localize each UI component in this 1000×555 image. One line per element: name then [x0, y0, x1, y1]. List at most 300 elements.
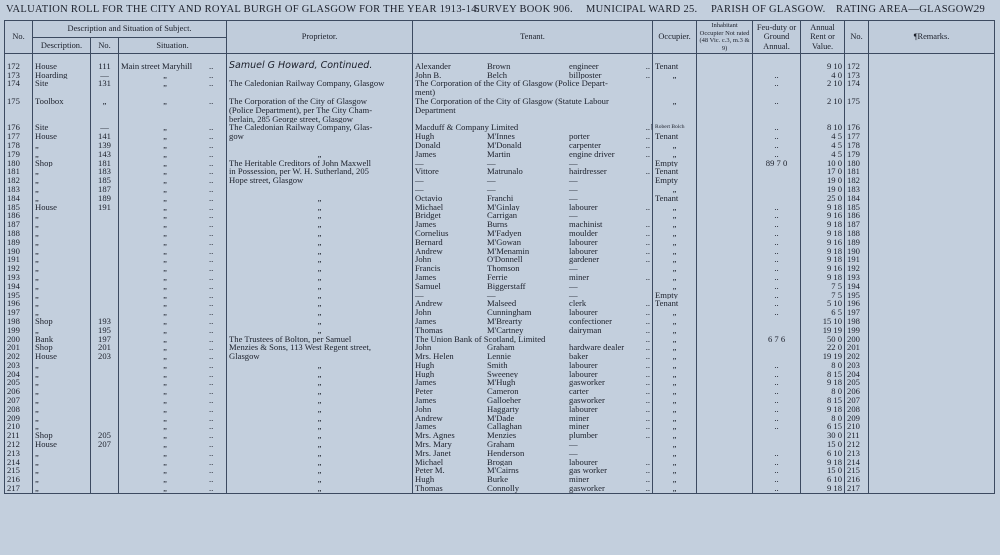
- row-street-number: [91, 466, 119, 475]
- row-street-number: [91, 422, 119, 431]
- table-row: [5, 343, 995, 352]
- row-proprietor: „: [227, 264, 413, 273]
- tenant-first-name: Hugh: [415, 132, 435, 141]
- row-occupier: „: [653, 352, 697, 361]
- row-inhabitant: [697, 238, 753, 247]
- tenant-occupation: carpenter: [569, 140, 601, 150]
- row-proprietor: The Corporation of the City of Glasgow: [227, 97, 413, 106]
- situation-dots: ..: [209, 352, 214, 361]
- situation-text: „: [163, 132, 167, 141]
- row-annual-value: 25 0: [801, 194, 845, 203]
- row-number: 204: [5, 370, 33, 379]
- tenant-dots-holder: [646, 370, 650, 379]
- tenant-dots-text: ..: [645, 70, 651, 80]
- table-row: [5, 79, 995, 88]
- tenant-surname: —: [487, 184, 496, 194]
- row-annual-value: [801, 115, 845, 124]
- row-proprietor: „: [227, 291, 413, 300]
- row-remarks: [869, 229, 995, 238]
- row-number: 190: [5, 247, 33, 256]
- tenant-dots-holder: [646, 229, 650, 238]
- row-remarks: [869, 405, 995, 414]
- row-number: 182: [5, 176, 33, 185]
- row-feuduty: ..: [753, 475, 801, 484]
- row-feuduty: ..: [753, 123, 801, 132]
- row-inhabitant: [697, 387, 753, 396]
- row-inhabitant: [697, 167, 753, 176]
- tenant-surname: M'Hugh: [487, 378, 516, 388]
- row-annual-value: 9 16: [801, 264, 845, 273]
- tenant-dots-holder: [646, 62, 650, 71]
- tenant-occupation: —: [569, 281, 578, 291]
- row-inhabitant: [697, 79, 753, 88]
- row-number: 207: [5, 396, 33, 405]
- row-situation: [119, 229, 227, 238]
- row-tenant: [413, 167, 653, 176]
- row-situation: [119, 335, 227, 344]
- row-number-right: 175: [845, 97, 869, 106]
- tenant-dots-holder: [646, 299, 650, 308]
- row-tenant: [413, 308, 653, 317]
- row-tenant: [413, 176, 653, 185]
- tenant-dots-holder: [646, 352, 650, 361]
- row-remarks: [869, 475, 995, 484]
- row-occupier: Empty: [653, 176, 697, 185]
- row-proprietor: „: [227, 247, 413, 256]
- row-number: 195: [5, 291, 33, 300]
- tenant-first-name: —: [415, 176, 424, 185]
- table-row: [5, 141, 995, 150]
- col-situation: Situation.: [119, 37, 227, 54]
- situation-dots: ..: [209, 484, 214, 494]
- table-row: [5, 264, 995, 273]
- row-inhabitant: [697, 308, 753, 317]
- col-description-group: Description and Situation of Subject.: [33, 21, 227, 38]
- row-inhabitant: [697, 141, 753, 150]
- row-description: „: [33, 370, 91, 379]
- row-description: „: [33, 308, 91, 317]
- tenant-dots-holder: [646, 422, 650, 431]
- tenant-first-name: Bernard: [415, 237, 443, 247]
- table-row: [5, 88, 995, 97]
- tenant-surname: O'Donnell: [487, 255, 523, 265]
- row-inhabitant: [697, 255, 753, 264]
- row-annual-value: 17 0: [801, 167, 845, 176]
- tenant-first-name: Mrs. Helen: [415, 352, 454, 361]
- row-number-right: 216: [845, 475, 869, 484]
- row-inhabitant: [697, 449, 753, 458]
- row-annual-value: 4 5: [801, 141, 845, 150]
- row-remarks: [869, 167, 995, 176]
- row-situation: [119, 370, 227, 379]
- row-number-right: 173: [845, 71, 869, 80]
- row-remarks: [869, 431, 995, 440]
- tenant-dots-text: ..: [645, 387, 651, 397]
- parish: PARISH OF GLASGOW.: [711, 4, 826, 15]
- row-inhabitant: [697, 431, 753, 440]
- table-row: [5, 414, 995, 423]
- row-description: Site: [33, 79, 91, 88]
- row-annual-value: 6 15: [801, 422, 845, 431]
- row-street-number: [91, 220, 119, 229]
- row-remarks: [869, 335, 995, 344]
- row-tenant: [413, 422, 653, 431]
- tenant-dots-text: ..: [645, 352, 651, 361]
- tenant-first-name: Samuel: [415, 281, 441, 291]
- survey-book: SURVEY BOOK 906.: [474, 4, 573, 15]
- tenant-occupation: —: [569, 264, 578, 273]
- row-tenant: [413, 115, 653, 124]
- row-description: „: [33, 299, 91, 308]
- row-number: 214: [5, 458, 33, 467]
- row-annual-value: 9 18: [801, 229, 845, 238]
- row-feuduty: ..: [753, 273, 801, 282]
- situation-text: „: [163, 343, 167, 353]
- tenant-surname: Cameron: [487, 387, 519, 397]
- tenant-name: Department: [415, 105, 456, 115]
- row-feuduty: [753, 176, 801, 185]
- row-proprietor: „: [227, 308, 413, 317]
- tenant-dots-text: ..: [645, 325, 651, 335]
- row-feuduty: ..: [753, 484, 801, 493]
- tenant-dots-text: ..: [645, 316, 651, 326]
- row-inhabitant: [697, 396, 753, 405]
- row-situation: [119, 264, 227, 273]
- row-street-number: [91, 387, 119, 396]
- row-tenant: [413, 335, 653, 344]
- row-proprietor: in Possession, per W. H. Sutherland, 205: [227, 167, 413, 176]
- situation-text: „: [163, 484, 167, 494]
- tenant-dots-text: ..: [645, 378, 651, 388]
- tenant-occupation: labourer: [569, 308, 598, 317]
- row-description: „: [33, 141, 91, 150]
- row-feuduty: ..: [753, 405, 801, 414]
- row-occupier: „: [653, 264, 697, 273]
- tenant-first-name: James: [415, 272, 437, 282]
- row-description: „: [33, 405, 91, 414]
- row-remarks: [869, 291, 995, 300]
- row-annual-value: 7 5: [801, 282, 845, 291]
- row-tenant: [413, 466, 653, 475]
- row-proprietor: (Police Department), per The City Cham-: [227, 106, 413, 115]
- row-proprietor: „: [227, 387, 413, 396]
- row-proprietor: Glasgow: [227, 352, 413, 361]
- row-remarks: [869, 255, 995, 264]
- tenant-dots-text: ..: [645, 272, 651, 282]
- situation-dots: ..: [209, 343, 214, 353]
- row-situation: [119, 431, 227, 440]
- row-feuduty: [753, 352, 801, 361]
- row-occupier: [653, 115, 697, 124]
- row-tenant: [413, 264, 653, 273]
- row-feuduty: ..: [753, 370, 801, 379]
- row-feuduty: [753, 167, 801, 176]
- situation-text: „: [163, 158, 167, 168]
- situation-text: „: [163, 237, 167, 247]
- row-street-number: [91, 255, 119, 264]
- row-street-number: [91, 291, 119, 300]
- row-annual-value: 9 16: [801, 238, 845, 247]
- row-description: „: [33, 211, 91, 220]
- tenant-first-name: James: [415, 422, 437, 432]
- row-remarks: [869, 264, 995, 273]
- tenant-surname: M'Innes: [487, 132, 515, 141]
- tenant-first-name: Octavio: [415, 193, 443, 203]
- tenant-first-name: Hugh: [415, 369, 435, 379]
- tenant-dots-text: ..: [645, 299, 651, 309]
- tenant-first-name: Hugh: [415, 475, 435, 485]
- situation-dots: ..: [209, 325, 214, 335]
- row-annual-value: 22 0: [801, 343, 845, 352]
- tenant-dots-text: ..: [645, 396, 651, 405]
- row-occupier: „: [653, 220, 697, 229]
- row-proprietor: „: [227, 317, 413, 326]
- row-annual-value: 4 5: [801, 132, 845, 141]
- row-occupier: Empty: [653, 159, 697, 168]
- row-feuduty: ..: [753, 449, 801, 458]
- municipal-ward: MUNICIPAL WARD 25.: [586, 4, 698, 15]
- row-number: 197: [5, 308, 33, 317]
- row-feuduty: ..: [753, 150, 801, 159]
- row-situation: [119, 220, 227, 229]
- row-street-number: [91, 378, 119, 387]
- row-tenant: [413, 54, 653, 71]
- row-situation: [119, 194, 227, 203]
- row-feuduty: [753, 326, 801, 335]
- row-tenant: [413, 414, 653, 423]
- row-situation: [119, 414, 227, 423]
- row-situation: [119, 255, 227, 264]
- row-number-right: 202: [845, 352, 869, 361]
- tenant-dots-text: ..: [645, 202, 651, 212]
- row-situation: [119, 79, 227, 88]
- row-tenant: [413, 247, 653, 256]
- tenant-dots-holder: [646, 361, 650, 370]
- row-number: 189: [5, 238, 33, 247]
- row-annual-value: 8 0: [801, 361, 845, 370]
- tenant-first-name: Mrs. Mary: [415, 440, 452, 449]
- row-annual-value: 9 18: [801, 484, 845, 493]
- table-row: [5, 387, 995, 396]
- row-remarks: [869, 194, 995, 203]
- row-street-number: 111: [91, 54, 119, 71]
- tenant-occupation: miner: [569, 422, 590, 432]
- row-annual-value: 9 18: [801, 458, 845, 467]
- row-street-number: [91, 458, 119, 467]
- tenant-surname: Haggarty: [487, 404, 520, 414]
- situation-text: „: [163, 413, 167, 423]
- tenant-first-name: —: [415, 290, 424, 300]
- row-description: „: [33, 194, 91, 203]
- row-number: 172: [5, 54, 33, 71]
- tenant-first-name: Bridget: [415, 211, 441, 221]
- row-remarks: [869, 97, 995, 106]
- row-tenant: [413, 291, 653, 300]
- tenant-surname: M'Donald: [487, 140, 522, 150]
- tenant-occupation: gasworker: [569, 378, 605, 388]
- row-remarks: [869, 396, 995, 405]
- row-proprietor: The Caledonian Railway Company, Glasgow: [227, 79, 413, 88]
- situation-text: „: [163, 316, 167, 326]
- row-annual-value: 5 10: [801, 299, 845, 308]
- row-situation: [119, 88, 227, 97]
- row-inhabitant: [697, 484, 753, 493]
- row-proprietor: „: [227, 361, 413, 370]
- table-row: [5, 115, 995, 124]
- situation-text: „: [163, 255, 167, 265]
- tenant-occupation: gasworker: [569, 484, 605, 494]
- tenant-surname: Martin: [487, 149, 511, 159]
- row-situation: [119, 159, 227, 168]
- row-situation: [119, 273, 227, 282]
- situation-text: „: [163, 228, 167, 238]
- tenant-first-name: Macduff & Company Limited: [415, 123, 519, 133]
- row-remarks: [869, 458, 995, 467]
- row-occupier: „: [653, 97, 697, 106]
- row-occupier: „: [653, 211, 697, 220]
- row-description: „: [33, 449, 91, 458]
- tenant-occupation: carter: [569, 387, 589, 397]
- row-feuduty: ..: [753, 255, 801, 264]
- tenant-dots-holder: [646, 255, 650, 264]
- table-row: [5, 159, 995, 168]
- tenant-dots-holder: [646, 132, 650, 141]
- tenant-occupation: miner: [569, 272, 590, 282]
- tenant-surname: —: [487, 290, 496, 300]
- tenant-dots-holder: [646, 203, 650, 212]
- row-street-number: 183: [91, 167, 119, 176]
- row-tenant: [413, 150, 653, 159]
- tenant-first-name: Michael: [415, 202, 444, 212]
- tenant-first-name: Cornelius: [415, 228, 449, 238]
- row-tenant: [413, 97, 653, 106]
- row-number: 186: [5, 211, 33, 220]
- situation-text: „: [163, 211, 167, 221]
- situation-text: „: [163, 457, 167, 467]
- situation-dots: ..: [209, 255, 214, 265]
- row-remarks: [869, 273, 995, 282]
- row-proprietor: „: [227, 484, 413, 493]
- tenant-surname: Brogan: [487, 457, 513, 467]
- row-remarks: [869, 440, 995, 449]
- row-annual-value: 4 5: [801, 150, 845, 159]
- row-proprietor: „: [227, 194, 413, 203]
- row-number: [5, 88, 33, 97]
- tenant-surname: Menzies: [487, 431, 517, 441]
- tenant-first-name: —: [415, 184, 424, 194]
- tenant-first-name: James: [415, 396, 437, 405]
- row-description: Bank: [33, 335, 91, 344]
- row-description: „: [33, 484, 91, 493]
- row-tenant: [413, 132, 653, 141]
- row-occupier: „: [653, 361, 697, 370]
- row-feuduty: ..: [753, 299, 801, 308]
- row-remarks: [869, 370, 995, 379]
- tenant-occupation: hardware dealer: [569, 343, 625, 353]
- row-feuduty: [753, 185, 801, 194]
- col-feuduty-label: Feu-duty or Ground Annual.: [756, 22, 797, 51]
- situation-dots: ..: [209, 378, 214, 388]
- row-number: 187: [5, 220, 33, 229]
- row-proprietor: The Heritable Creditors of John Maxwell: [227, 159, 413, 168]
- tenant-first-name: Mrs. Janet: [415, 448, 451, 458]
- situation-dots: ..: [209, 316, 214, 326]
- table-row: [5, 352, 995, 361]
- table-row: [5, 458, 995, 467]
- situation-dots: ..: [209, 281, 214, 291]
- row-annual-value: 8 0: [801, 387, 845, 396]
- tenant-dots-holder: [646, 71, 650, 80]
- row-inhabitant: [697, 97, 753, 106]
- tenant-dots-holder: [646, 396, 650, 405]
- row-street-number: 141: [91, 132, 119, 141]
- row-number: 173: [5, 71, 33, 80]
- tenant-dots-holder: [646, 247, 650, 256]
- row-number-right: 203: [845, 361, 869, 370]
- row-number: 205: [5, 378, 33, 387]
- row-street-number: [91, 299, 119, 308]
- row-annual-value: [801, 106, 845, 115]
- tenant-dots-text: ..: [645, 246, 651, 256]
- row-number-right: 206: [845, 387, 869, 396]
- row-inhabitant: [697, 159, 753, 168]
- tenant-dots-text: ..: [645, 61, 651, 71]
- row-tenant: [413, 211, 653, 220]
- situation-text: „: [163, 448, 167, 458]
- situation-dots: ..: [209, 79, 214, 89]
- tenant-dots-holder: [646, 326, 650, 335]
- row-proprietor: [227, 185, 413, 194]
- row-remarks: [869, 220, 995, 229]
- table-row: [5, 361, 995, 370]
- row-occupier: „: [653, 247, 697, 256]
- row-feuduty: 6 7 6: [753, 335, 801, 344]
- row-street-number: [91, 273, 119, 282]
- row-description: „: [33, 167, 91, 176]
- row-inhabitant: [697, 247, 753, 256]
- row-number-right: 186: [845, 211, 869, 220]
- table-row: [5, 299, 995, 308]
- row-proprietor: „: [227, 414, 413, 423]
- row-inhabitant: [697, 176, 753, 185]
- tenant-dots-text: ..: [645, 360, 651, 370]
- row-description: „: [33, 361, 91, 370]
- tenant-occupation: labourer: [569, 246, 598, 256]
- row-number-right: 177: [845, 132, 869, 141]
- table-row: [5, 396, 995, 405]
- row-proprietor: „: [227, 326, 413, 335]
- row-annual-value: 50 0: [801, 335, 845, 344]
- tenant-surname: Lennie: [487, 352, 511, 361]
- row-proprietor: „: [227, 255, 413, 264]
- situation-text: „: [163, 360, 167, 370]
- row-description: „: [33, 291, 91, 300]
- situation-text: „: [163, 466, 167, 476]
- row-annual-value: 9 18: [801, 273, 845, 282]
- row-proprietor: „: [227, 449, 413, 458]
- situation-dots: ..: [209, 334, 214, 344]
- row-street-number: 189: [91, 194, 119, 203]
- row-tenant: [413, 79, 653, 88]
- table-row: [5, 132, 995, 141]
- table-row: [5, 150, 995, 159]
- table-row: [5, 449, 995, 458]
- row-street-number: [91, 264, 119, 273]
- row-inhabitant: [697, 475, 753, 484]
- row-remarks: [869, 123, 995, 132]
- row-number-right: 184: [845, 194, 869, 203]
- tenant-surname: Henderson: [487, 448, 525, 458]
